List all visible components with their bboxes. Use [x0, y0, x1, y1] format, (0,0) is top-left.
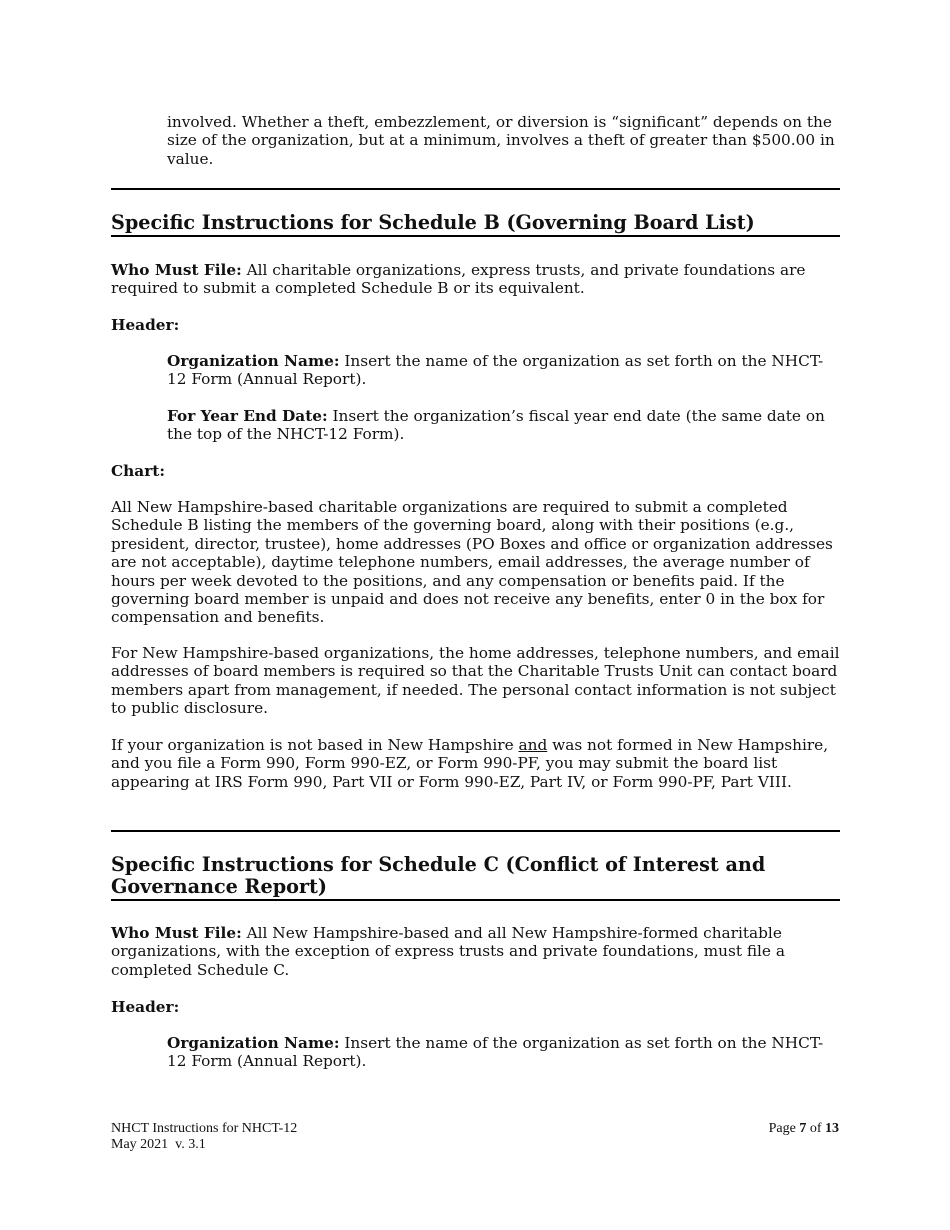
schedule-b-header-label: Header:: [111, 316, 180, 334]
heading-underline: [111, 235, 840, 237]
page-total: 13: [825, 1121, 839, 1136]
schedule-b-paragraph-2: For New Hampshire-based organizations, the home addresses, telephone numbers, and email addresses of board members is required so that the Charitable Trusts Unit can contact board members apart from management, if needed. The personal contact information is not subject to public disclosure.: [111, 644, 840, 718]
who-must-file-label: Who Must File:: [111, 261, 242, 279]
year-end-label: For Year End Date:: [167, 407, 328, 425]
of-word: of: [806, 1121, 825, 1136]
who-must-file-text: All charitable organizations, express trusts, and private foundations are required to submit a completed Schedule B or its equivalent.: [111, 261, 806, 298]
footer-doc-title: NHCT Instructions for NHCT-12: [111, 1121, 298, 1136]
year-end-text: Insert the organization’s fiscal year end date (the same date on the top of the NHCT-12 Form).: [167, 407, 825, 444]
schedule-b-heading: Specific Instructions for Schedule B (Governing Board List): [111, 211, 755, 234]
schedule-c-who-must-file: [111, 924, 840, 979]
schedule-b-org-name: [167, 352, 840, 389]
footer-version: May 2021 v. 3.1: [111, 1137, 206, 1152]
schedule-c-org-name: [167, 1034, 840, 1071]
schedule-c-heading: Specific Instructions for Schedule C (Conflict of Interest and Governance Report): [111, 853, 766, 898]
schedule-b-paragraph-1: All New Hampshire-based charitable organizations are required to submit a completed Schedule B listing the members of the governing board, along with their positions (e.g., president, director, trustee), home addresses (PO Boxes and office or organization addresses are not acceptable), daytime telephone numbers, email addresses, the average number of hours per week devoted to the positions, and any compensation or benefits paid. If the governing board member is unpaid and does not receive any benefits, enter 0 in the box for compensation and benefits.: [111, 498, 833, 627]
para3-underlined-and: and: [518, 736, 548, 754]
org-name-text: Insert the name of the organization as set forth on the NHCT-12 Form (Annual Report).: [167, 1034, 824, 1071]
continuation-paragraph: involved. Whether a theft, embezzlement, or diversion is “significant” depends on the size of the organization, but at a minimum, involves a theft of greater than $500.00 in value.: [167, 113, 835, 168]
schedule-c-header-label: Header:: [111, 998, 180, 1016]
schedule-b-chart-label: Chart:: [111, 462, 165, 480]
schedule-b-year-end: [167, 407, 840, 444]
para3-text-b: was not formed in New Hampshire, and you file a Form 990, Form 990-EZ, or Form 990-PF, you may submit the board list appearing at IRS Form 990, Part VII or Form 990-EZ, Part IV, or Form 990-PF, Part VIII.: [111, 736, 829, 791]
schedule-b-paragraph-3: [111, 736, 840, 791]
footer-page-number: [769, 1121, 839, 1137]
org-name-label: Organization Name:: [167, 352, 340, 370]
heading-underline: [111, 899, 840, 901]
para3-text-a: If your organization is not based in New Hampshire: [111, 736, 519, 754]
who-must-file-text: All New Hampshire-based and all New Hampshire-formed charitable organizations, with the exception of express trusts and private foundations, must file a completed Schedule C.: [111, 924, 785, 979]
footer-left: [111, 1121, 297, 1153]
page-current: 7: [799, 1121, 807, 1136]
section-divider: [111, 830, 840, 832]
who-must-file-label: Who Must File:: [111, 924, 242, 942]
org-name-label: Organization Name:: [167, 1034, 340, 1052]
org-name-text: Insert the name of the organization as set forth on the NHCT-12 Form (Annual Report).: [167, 352, 824, 389]
schedule-b-who-must-file: [111, 261, 840, 298]
section-divider: [111, 188, 840, 190]
page-word: Page: [768, 1121, 800, 1136]
